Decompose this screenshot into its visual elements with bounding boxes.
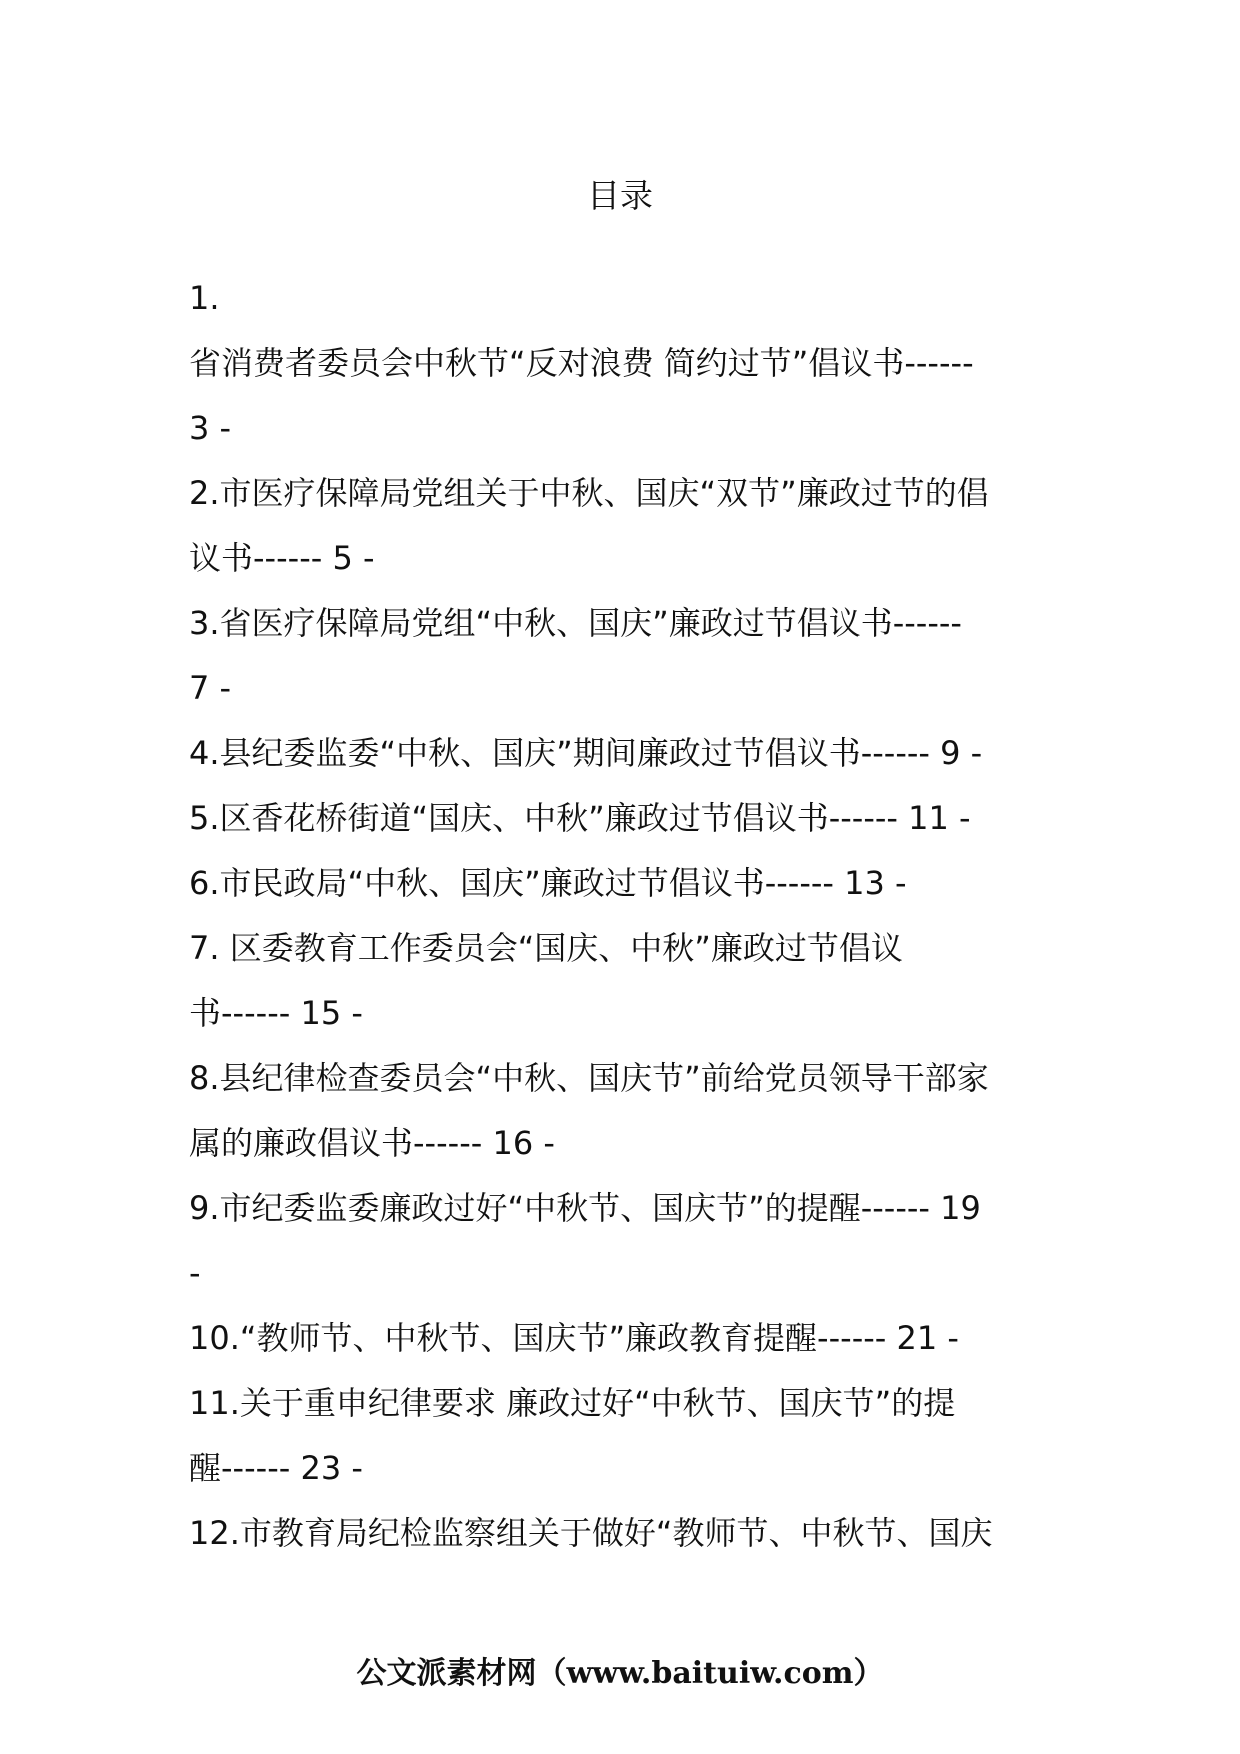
table-of-contents [189, 266, 1057, 1566]
toc-line[interactable]: 11.关于重申纪律要求 廉政过好“中秋节、国庆节”的提 [189, 1384, 956, 1422]
toc-line[interactable]: 3 - [189, 409, 232, 447]
toc-line[interactable]: - [189, 1254, 201, 1292]
toc-line[interactable]: 12.市教育局纪检监察组关于做好“教师节、中秋节、国庆 [189, 1514, 993, 1552]
toc-line[interactable]: 属的廉政倡议书------ 16 - [189, 1124, 555, 1162]
toc-line[interactable]: 1. [189, 279, 220, 317]
toc-line[interactable]: 2.市医疗保障局党组关于中秋、国庆“双节”廉政过节的倡 [189, 474, 989, 512]
toc-line[interactable]: 醒------ 23 - [189, 1449, 363, 1487]
toc-line[interactable]: 8.县纪律检查委员会“中秋、国庆节”前给党员领导干部家 [189, 1059, 989, 1097]
toc-line[interactable]: 6.市民政局“中秋、国庆”廉政过节倡议书------ 13 - [189, 864, 907, 902]
page-title: 目录 [587, 176, 653, 215]
toc-line[interactable]: 7 - [189, 669, 232, 707]
toc-line[interactable]: 9.市纪委监委廉政过好“中秋节、国庆节”的提醒------ 19 [189, 1189, 981, 1227]
toc-line[interactable]: 书------ 15 - [189, 994, 363, 1032]
toc-line[interactable]: 10.“教师节、中秋节、国庆节”廉政教育提醒------ 21 - [189, 1319, 959, 1357]
toc-line[interactable]: 7. 区委教育工作委员会“国庆、中秋”廉政过节倡议 [189, 929, 903, 967]
toc-line[interactable]: 省消费者委员会中秋节“反对浪费 简约过节”倡议书------ [189, 344, 974, 382]
toc-line[interactable]: 3.省医疗保障局党组“中秋、国庆”廉政过节倡议书------ [189, 604, 962, 642]
footer-watermark: 公文派素材网（www.baituiw.com） [356, 1656, 884, 1691]
toc-line[interactable]: 4.县纪委监委“中秋、国庆”期间廉政过节倡议书------ 9 - [189, 734, 983, 772]
toc-line[interactable]: 议书------ 5 - [189, 539, 375, 577]
toc-line[interactable]: 5.区香花桥街道“国庆、中秋”廉政过节倡议书------ 11 - [189, 799, 971, 837]
